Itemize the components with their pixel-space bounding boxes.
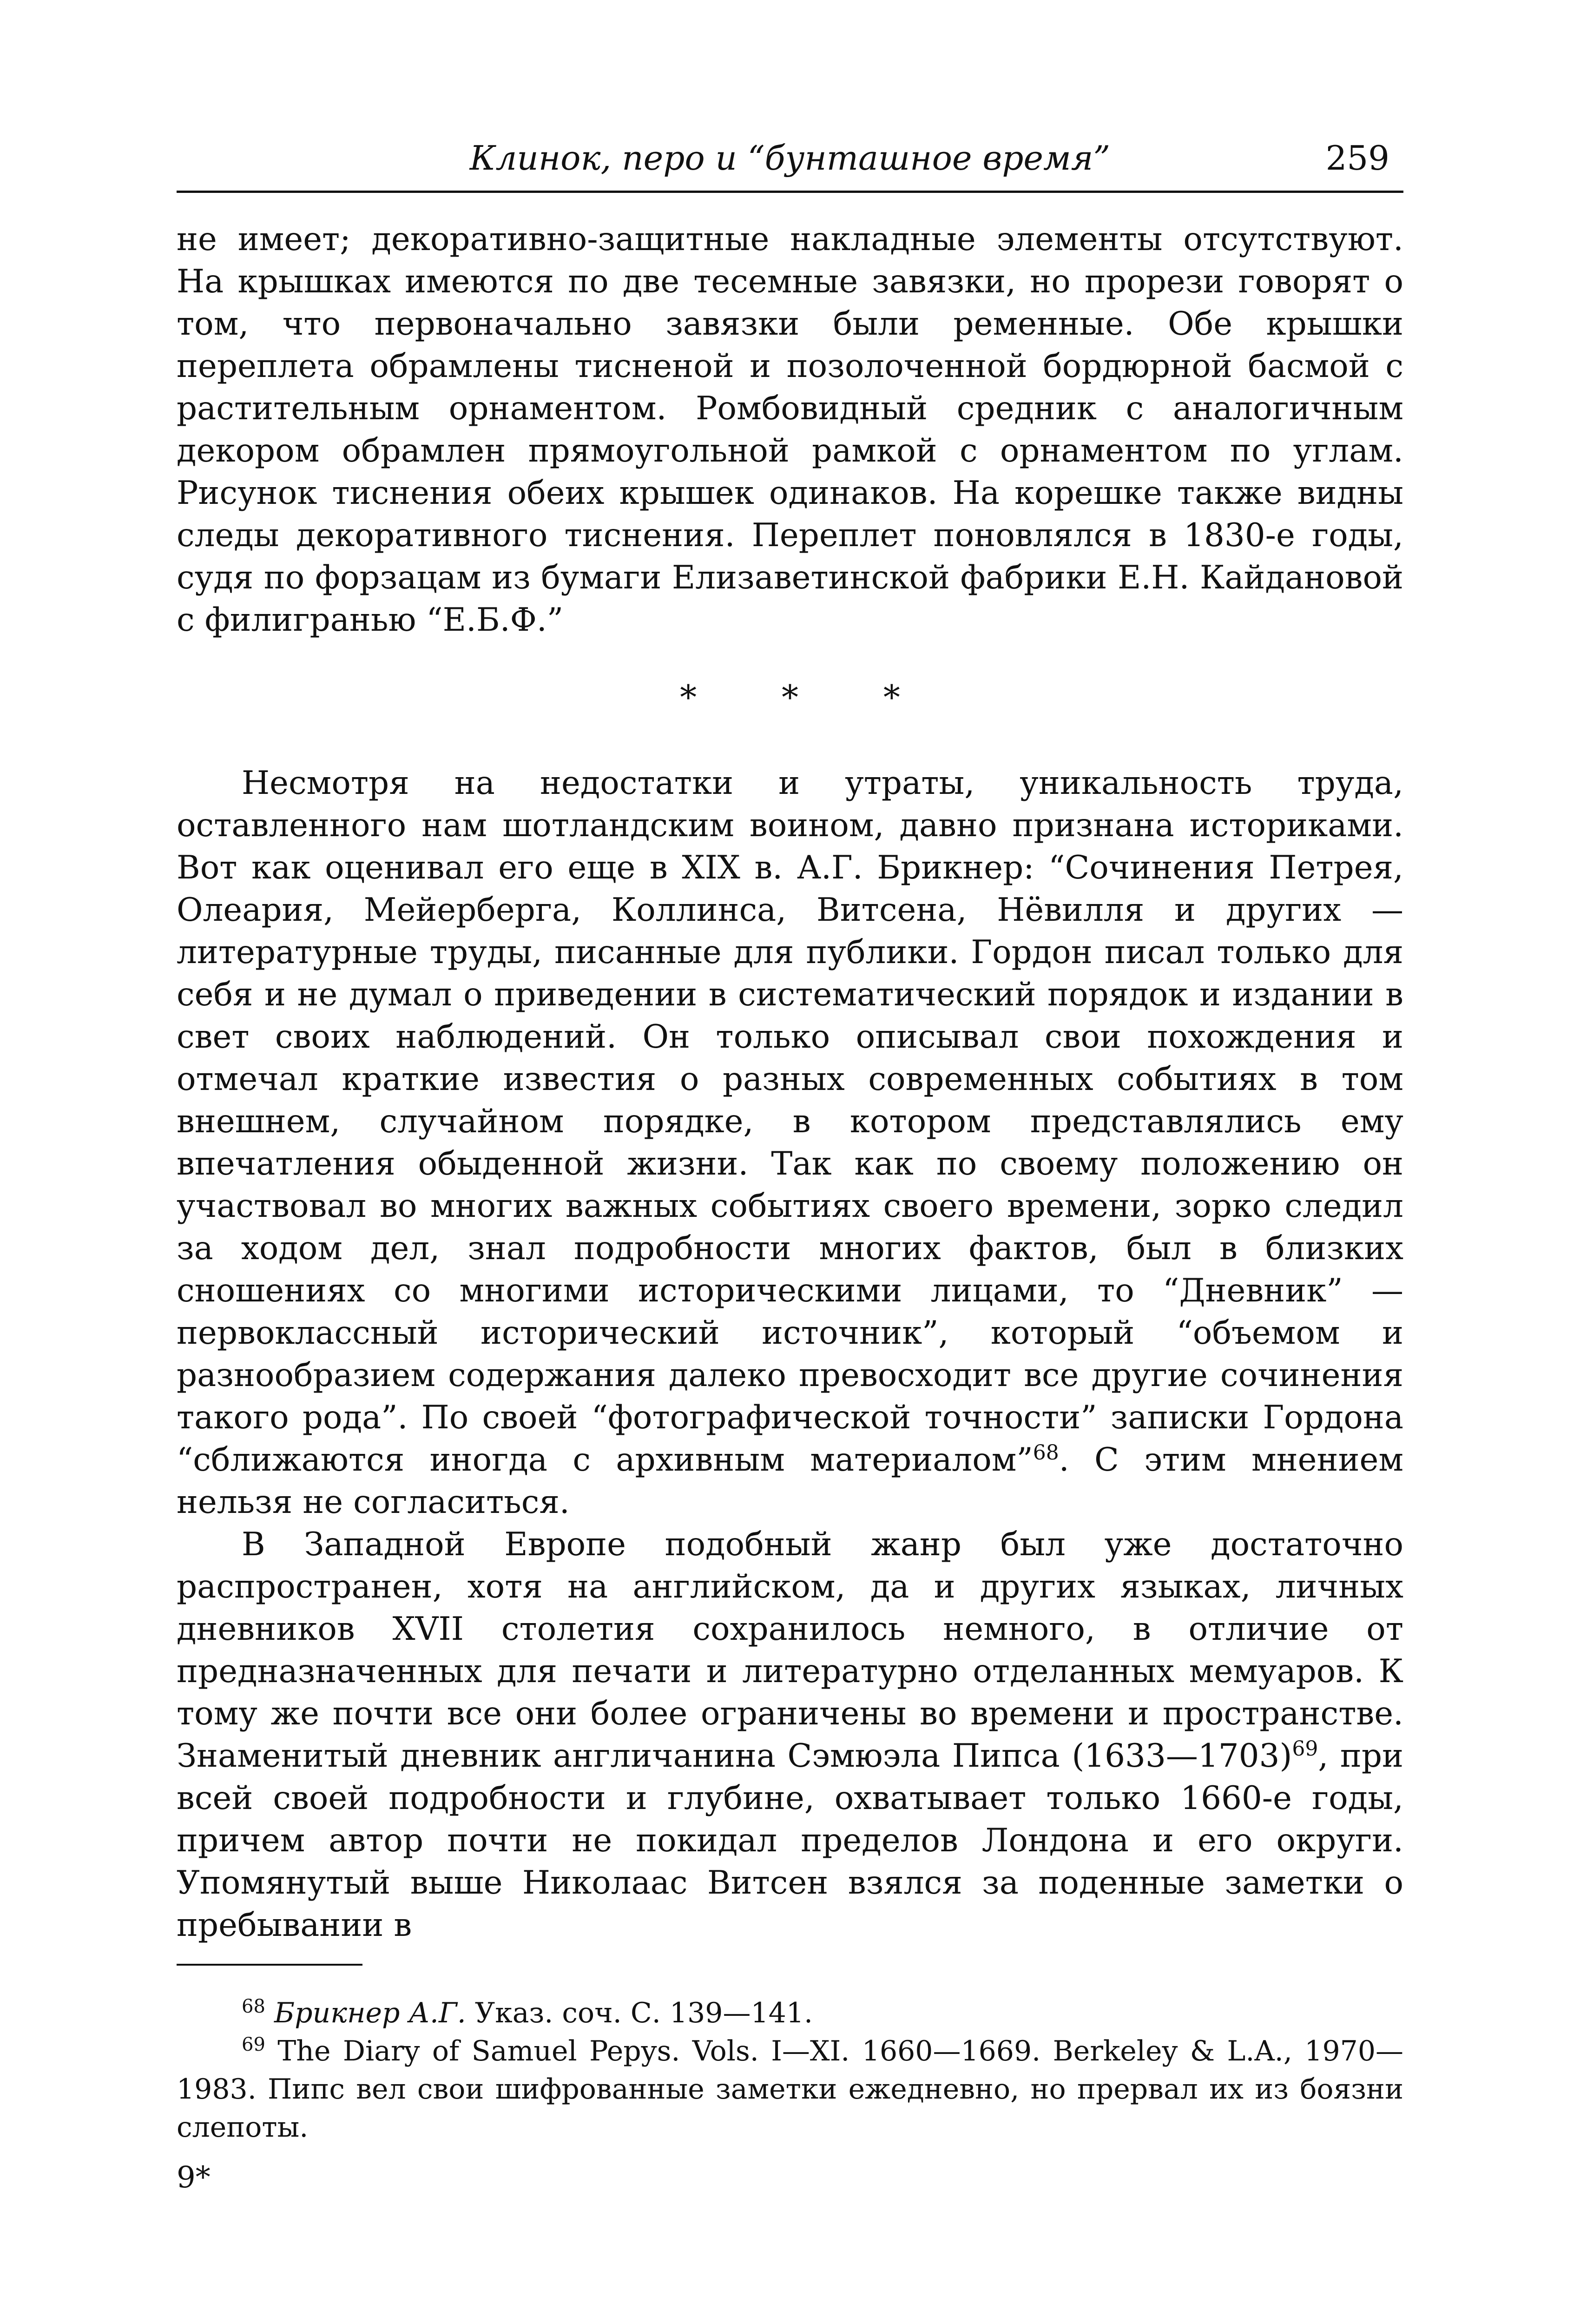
paragraph-tail: , при всей своей подробности и глубине, охватывает только 1660-е годы, причем автор почти не покидал пределов Лондона и его округи. Упомянутый выше Николаас Витсен взялся за поденные заметки о пребывании в <box>177 1737 1403 1944</box>
footnote-reference-69: 69 <box>1292 1737 1318 1761</box>
header-rule <box>177 191 1403 193</box>
footnote-text: Указ. соч. С. 139—141. <box>466 1997 813 2029</box>
footnote-marker: 69 <box>242 2034 265 2055</box>
paragraph-brikner-quote <box>177 762 1403 1524</box>
footnote-rule <box>177 1964 362 1966</box>
paragraph-text: Несмотря на недостатки и утраты, уникальность труда, оставленного нам шотландским воином, давно признана историками. Вот как оценивал его еще в XIX в. А.Г. Брикнер: “Сочинения Петрея, Олеария, Мейерберга, Коллинса, Витсена, Нёвилля и других — литературные труды, писанные для публики. Гордон писал только для себя и не думал о приведении в систематический порядок и издании в свет своих наблюдений. Он только описывал свои похождения и отмечал краткие известия о разных современных событиях в том внешнем, случайном порядке, в котором представлялись ему впечатления обыденной жизни. Так как по своему положению он участвовал во многих важных событиях своего времени, зорко следил за ходом дел, знал подробности многих фактов, был в близких сношениях со многими историческими лицами, то “Дневник” — первоклассный исторический источник”, который “объемом и разнообразием содержания далеко превосходит все другие сочинения такого рода”. По своей “фотографической точности” записки Гордона “сближаются иногда с архивным материалом” <box>177 765 1403 1479</box>
footnote-marker: 68 <box>242 1996 265 2017</box>
running-head <box>177 135 1403 191</box>
printer-signature-mark: 9* <box>177 2160 211 2195</box>
page-number: 259 <box>1325 139 1389 178</box>
footnote-reference-68: 68 <box>1033 1441 1059 1465</box>
footnotes <box>177 1994 1403 2146</box>
footnote-69 <box>177 2032 1403 2146</box>
footnote-68 <box>177 1994 1403 2032</box>
paragraph-continued: не имеет; декоративно-защитные накладные элементы отсутствуют. На крышках имеются по две тесемные завязки, но прорези говорят о том, что первоначально завязки были ременные. Обе крышки переплета обрамлены тисненой и позолоченной бордюрной басмой с растительным орнаментом. Ромбовидный средник с аналогичным декором обрамлен прямоугольной рамкой с орнаментом по углам. Рисунок тиснения обеих крышек одинаков. На корешке также видны следы декоративного тиснения. Переплет поновлялся в 1830-е годы, судя по форзацам из бумаги Елизаветинской фабрики Е.Н. Кайдановой с филигранью “Е.Б.Ф.” <box>177 221 1403 639</box>
paragraph-tail: . С этим мнением нельзя не согласиться. <box>177 1441 1403 1521</box>
paragraph-western-europe <box>177 1524 1403 1947</box>
footnote-author: Брикнер А.Г. <box>274 1997 466 2029</box>
paragraph-text: В Западной Европе подобный жанр был уже достаточно распространен, хотя на английском, да и других языках, личных дневников XVII столетия сохранилось немного, в отличие от предназначенных для печати и литературно отделанных мемуаров. К тому же почти все они более ограничены во времени и пространстве. Знаменитый дневник англичанина Сэмюэла Пипса (1633—1703) <box>177 1526 1403 1775</box>
footnote-text: The Diary of Samuel Pepys. Vols. I—XI. 1660—1669. Berkeley & L.A., 1970—1983. Пипс вел свои шифрованные заметки ежедневно, но прервал их из боязни слепоты. <box>177 2035 1403 2144</box>
section-break-asterisks: * * * <box>680 678 937 717</box>
running-title: Клинок, перо и “бунташное время” <box>469 139 1111 178</box>
main-text <box>177 218 1403 1947</box>
